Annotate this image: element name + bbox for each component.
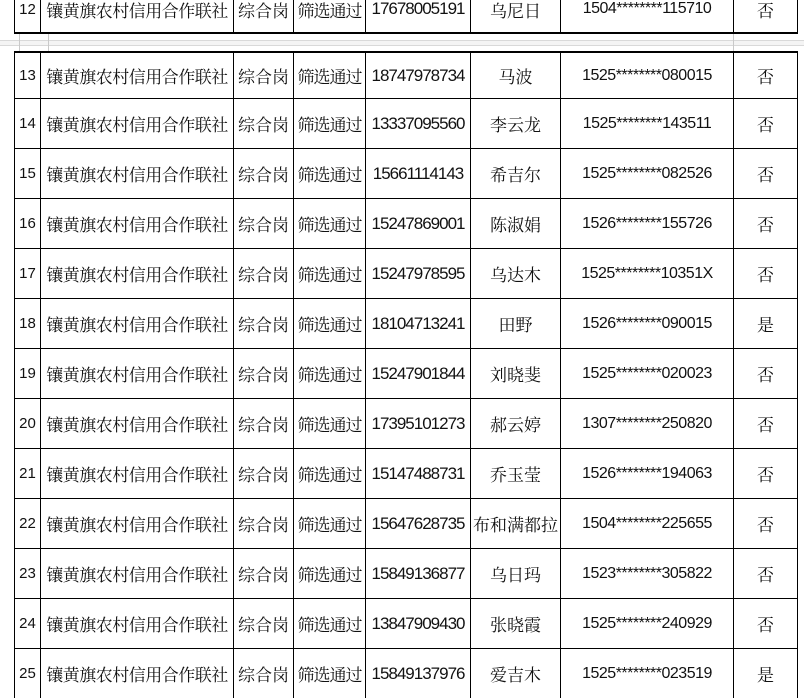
cell-id-number: 1525********020023 [561,349,734,398]
cell-screening-status: 筛选通过 [294,599,366,648]
cell-person-name: 乌日玛 [471,549,561,598]
cell-phone-number: 17395101273 [366,399,471,448]
cell-person-name: 布和满都拉 [471,499,561,548]
table-row [15,449,798,499]
cell-organization: 镶黄旗农村信用合作联社 [41,549,234,598]
cell-yes-no-flag: 否 [734,199,798,248]
cell-screening-status: 筛选通过 [294,649,366,698]
cell-organization: 镶黄旗农村信用合作联社 [41,53,234,98]
cell-yes-no-flag: 否 [734,449,798,498]
cell-id-number: 1523********305822 [561,549,734,598]
cell-position: 综合岗 [234,549,294,598]
cell-yes-no-flag: 是 [734,299,798,348]
cell-phone-number: 13337095560 [366,99,471,148]
page-break-stub-left-1 [19,34,20,52]
cell-position: 综合岗 [234,0,294,32]
cell-yes-no-flag: 否 [734,399,798,448]
cell-id-number: 1504********115710 [561,0,734,32]
cell-organization: 镶黄旗农村信用合作联社 [41,0,234,32]
cell-organization: 镶黄旗农村信用合作联社 [41,299,234,348]
cell-screening-status: 筛选通过 [294,549,366,598]
cell-row-number: 15 [15,149,41,198]
cell-position: 综合岗 [234,53,294,98]
table-row [15,499,798,549]
cell-person-name: 陈淑娟 [471,199,561,248]
cell-person-name: 乌达木 [471,249,561,298]
cell-row-number: 23 [15,549,41,598]
cell-phone-number: 15247869001 [366,199,471,248]
cell-screening-status: 筛选通过 [294,399,366,448]
page-break-stub-right [733,34,734,52]
cell-organization: 镶黄旗农村信用合作联社 [41,599,234,648]
cell-phone-number: 15147488731 [366,449,471,498]
cell-person-name: 李云龙 [471,99,561,148]
cell-phone-number: 15849137976 [366,649,471,698]
cell-yes-no-flag: 否 [734,349,798,398]
cell-person-name: 马波 [471,53,561,98]
cell-person-name: 刘晓斐 [471,349,561,398]
table-row [15,599,798,649]
cell-row-number: 18 [15,299,41,348]
cell-screening-status: 筛选通过 [294,149,366,198]
table-row [15,199,798,249]
cell-id-number: 1526********155726 [561,199,734,248]
cell-person-name: 乔玉莹 [471,449,561,498]
cell-person-name: 乌尼日 [471,0,561,32]
cell-organization: 镶黄旗农村信用合作联社 [41,499,234,548]
table-row [15,649,798,698]
cell-person-name: 爱吉木 [471,649,561,698]
cell-id-number: 1525********143511 [561,99,734,148]
cell-row-number: 12 [15,0,41,32]
cell-id-number: 1504********225655 [561,499,734,548]
cell-id-number: 1526********194063 [561,449,734,498]
cell-yes-no-flag: 否 [734,249,798,298]
cell-yes-no-flag: 是 [734,649,798,698]
cell-phone-number: 18747978734 [366,53,471,98]
cell-yes-no-flag: 否 [734,53,798,98]
page-break-gap [0,34,804,52]
cell-yes-no-flag: 否 [734,99,798,148]
cell-phone-number: 18104713241 [366,299,471,348]
page-break-stub-left-2 [48,34,49,52]
table-row [15,299,798,349]
cell-row-number: 21 [15,449,41,498]
cell-id-number: 1526********090015 [561,299,734,348]
cell-phone-number: 15661114143 [366,149,471,198]
cell-phone-number: 15849136877 [366,549,471,598]
table-row [15,149,798,199]
table-row [15,399,798,449]
cell-organization: 镶黄旗农村信用合作联社 [41,399,234,448]
cell-position: 综合岗 [234,149,294,198]
cell-id-number: 1525********10351X [561,249,734,298]
cell-person-name: 田野 [471,299,561,348]
cell-position: 综合岗 [234,99,294,148]
table-fragment-bottom [14,51,798,698]
cell-phone-number: 15247901844 [366,349,471,398]
cell-row-number: 17 [15,249,41,298]
cell-organization: 镶黄旗农村信用合作联社 [41,649,234,698]
cell-id-number: 1307********250820 [561,399,734,448]
cell-position: 综合岗 [234,399,294,448]
cell-screening-status: 筛选通过 [294,499,366,548]
cell-person-name: 郝云婷 [471,399,561,448]
cell-position: 综合岗 [234,499,294,548]
cell-id-number: 1525********240929 [561,599,734,648]
cell-row-number: 16 [15,199,41,248]
cell-screening-status: 筛选通过 [294,349,366,398]
cell-position: 综合岗 [234,449,294,498]
cell-person-name: 张晓霞 [471,599,561,648]
cell-row-number: 24 [15,599,41,648]
cell-yes-no-flag: 否 [734,149,798,198]
cell-row-number: 20 [15,399,41,448]
cell-position: 综合岗 [234,299,294,348]
cell-screening-status: 筛选通过 [294,199,366,248]
cell-id-number: 1525********082526 [561,149,734,198]
table-row [15,53,798,99]
cell-screening-status: 筛选通过 [294,249,366,298]
table-row [15,549,798,599]
cell-phone-number: 15247978595 [366,249,471,298]
table-row [15,99,798,149]
cell-position: 综合岗 [234,199,294,248]
cell-id-number: 1525********080015 [561,53,734,98]
cell-phone-number: 15647628735 [366,499,471,548]
cell-row-number: 19 [15,349,41,398]
table-row [15,249,798,299]
cell-screening-status: 筛选通过 [294,299,366,348]
cell-row-number: 14 [15,99,41,148]
page-break-band [0,40,804,46]
cell-screening-status: 筛选通过 [294,99,366,148]
cell-yes-no-flag: 否 [734,499,798,548]
table-row [15,0,798,32]
cell-phone-number: 13847909430 [366,599,471,648]
cell-person-name: 希吉尔 [471,149,561,198]
cell-position: 综合岗 [234,649,294,698]
table-fragment-top [14,0,798,34]
cell-id-number: 1525********023519 [561,649,734,698]
cell-position: 综合岗 [234,349,294,398]
cell-screening-status: 筛选通过 [294,0,366,32]
cell-organization: 镶黄旗农村信用合作联社 [41,149,234,198]
cell-yes-no-flag: 否 [734,599,798,648]
cell-screening-status: 筛选通过 [294,449,366,498]
cell-screening-status: 筛选通过 [294,53,366,98]
cell-yes-no-flag: 否 [734,549,798,598]
cell-position: 综合岗 [234,249,294,298]
cell-organization: 镶黄旗农村信用合作联社 [41,99,234,148]
cell-row-number: 22 [15,499,41,548]
cell-yes-no-flag: 否 [734,0,798,32]
cell-organization: 镶黄旗农村信用合作联社 [41,349,234,398]
table-row [15,349,798,399]
cell-organization: 镶黄旗农村信用合作联社 [41,249,234,298]
cell-position: 综合岗 [234,599,294,648]
cell-organization: 镶黄旗农村信用合作联社 [41,199,234,248]
cell-organization: 镶黄旗农村信用合作联社 [41,449,234,498]
cell-row-number: 13 [15,53,41,98]
cell-phone-number: 17678005191 [366,0,471,32]
cell-row-number: 25 [15,649,41,698]
